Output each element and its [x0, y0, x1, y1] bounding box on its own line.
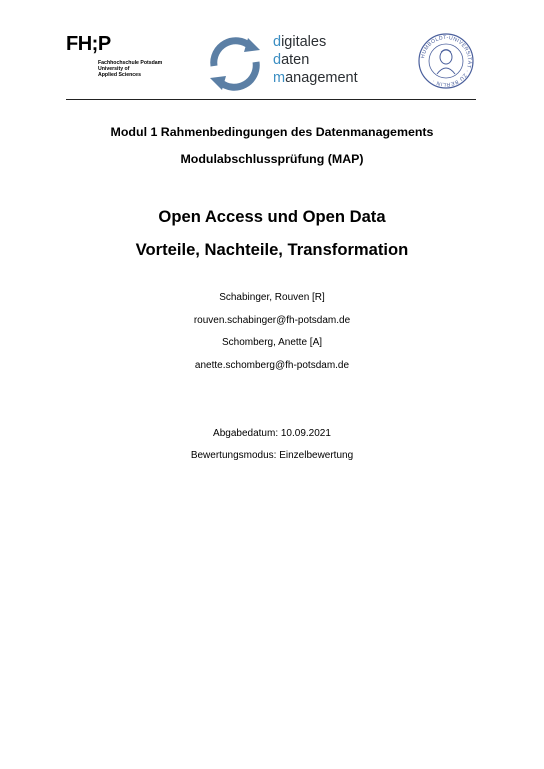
author-1-email: rouven.schabinger@fh-potsdam.de — [193, 315, 351, 326]
logo-header — [0, 0, 544, 100]
module-heading: Modul 1 Rahmenbedingungen des Datenmanagements — [110, 125, 434, 139]
submission-date: Abgabedatum: 10.09.2021 — [213, 428, 331, 439]
fhp-wordmark: FH;P — [66, 33, 111, 55]
fhp-line-1: Fachhochschule Potsdam — [98, 60, 163, 66]
header-divider — [66, 99, 476, 100]
fh-potsdam-logo — [66, 34, 162, 79]
cycle-arrows-icon — [204, 36, 266, 92]
author-2-email: anette.schomberg@fh-potsdam.de — [194, 360, 350, 371]
fhp-line-3: Applied Sciences — [98, 72, 141, 79]
ddm-line-2: daten — [273, 52, 310, 68]
svg-text:HUMBOLDT-UNIVERSITÄT · ZU BERL: HUMBOLDT-UNIVERSITÄT · ZU BERLIN · — [420, 34, 473, 88]
title-line-2: Vorteile, Nachteile, Transformation — [135, 240, 409, 259]
fhp-line-2: University of — [98, 66, 130, 73]
exam-heading: Modulabschlussprüfung (MAP) — [180, 152, 364, 166]
humboldt-university-seal — [417, 32, 475, 90]
title-line-1: Open Access und Open Data — [158, 207, 386, 226]
ddm-line-3: management — [273, 70, 358, 86]
digitales-datenmanagement-logo — [273, 33, 358, 87]
ddm-line-1: digitales — [273, 34, 327, 50]
author-2-name: Schomberg, Anette [A] — [221, 337, 323, 348]
grading-mode: Bewertungsmodus: Einzelbewertung — [190, 450, 354, 461]
author-1-name: Schabinger, Rouven [R] — [219, 292, 325, 303]
